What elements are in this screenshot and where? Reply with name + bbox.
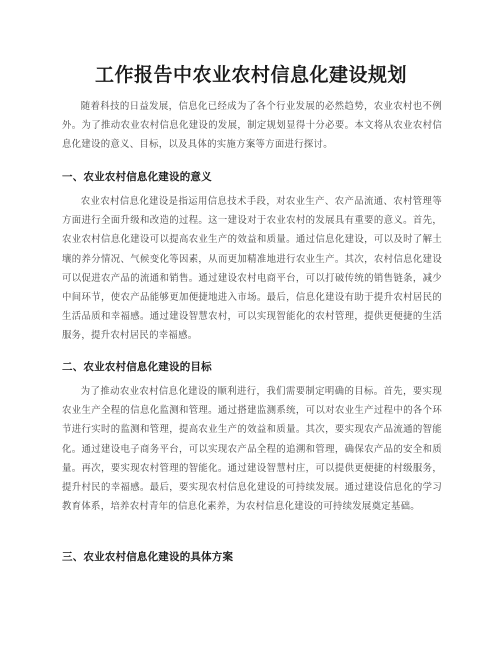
section-body-significance: 农业农村信息化建设是指运用信息技术手段，对农业生产、农产品流通、农村管理等方面进行全面升级和改造的过程。这一建设对于农业农村的发展具有重要的意义。首先，农业农村信息化建设可以提高农业生产的效益和质量。通过信息化建设，可以及时了解土壤的养分情况、气候变化等因素，从而更加精准地进行农业生产。其次，农村信息化建设可以促进农产品的流通和销售。通过建设农村电商平台，可以打破传统的销售链条，减少中间环节，使农产品能够更加便捷地进入市场。最后，信息化建设有助于提升农村居民的生活品质和幸福感。通过建设智慧农村，可以实现智能化的农村管理，提供更便捷的生活服务，提升农村居民的幸福感。 (62, 196, 442, 342)
section-heading-goals: 二、农业农村信息化建设的目标 (62, 361, 212, 373)
intro-paragraph: 随着科技的日益发展，信息化已经成为了各个行业发展的必然趋势，农业农村也不例外。为了推动农业农村信息化建设的发展，制定规划显得十分必要。本文将从农业农村信息化建设的意义、目标，以及具体的实施方案等方面进行探讨。 (62, 101, 442, 151)
section-heading-plan: 三、农业农村信息化建设的具体方案 (62, 551, 234, 563)
section-heading-significance: 一、农业农村信息化建设的意义 (62, 171, 212, 183)
section-body-goals: 为了推动农业农村信息化建设的顺利进行，我们需要制定明确的目标。首先，要实现农业生产全程的信息化监测和管理。通过搭建监测系统，可以对农业生产过程中的各个环节进行实时的监测和管理，提高农业生产的效益和质量。其次，要实现农产品流通的智能化。通过建设电子商务平台，可以实现农产品全程的追溯和管理，确保农产品的安全和质量。再次，要实现农村管理的智能化。通过建设智慧村庄，可以提供更便捷的村级服务，提升村民的幸福感。最后，要实现农村信息化建设的可持续发展。通过建设信息化的学习教育体系，培养农村青年的信息化素养，为农村信息化建设的可持续发展奠定基础。 (62, 386, 442, 513)
document-title: 工作报告中农业农村信息化建设规划 (94, 64, 407, 86)
